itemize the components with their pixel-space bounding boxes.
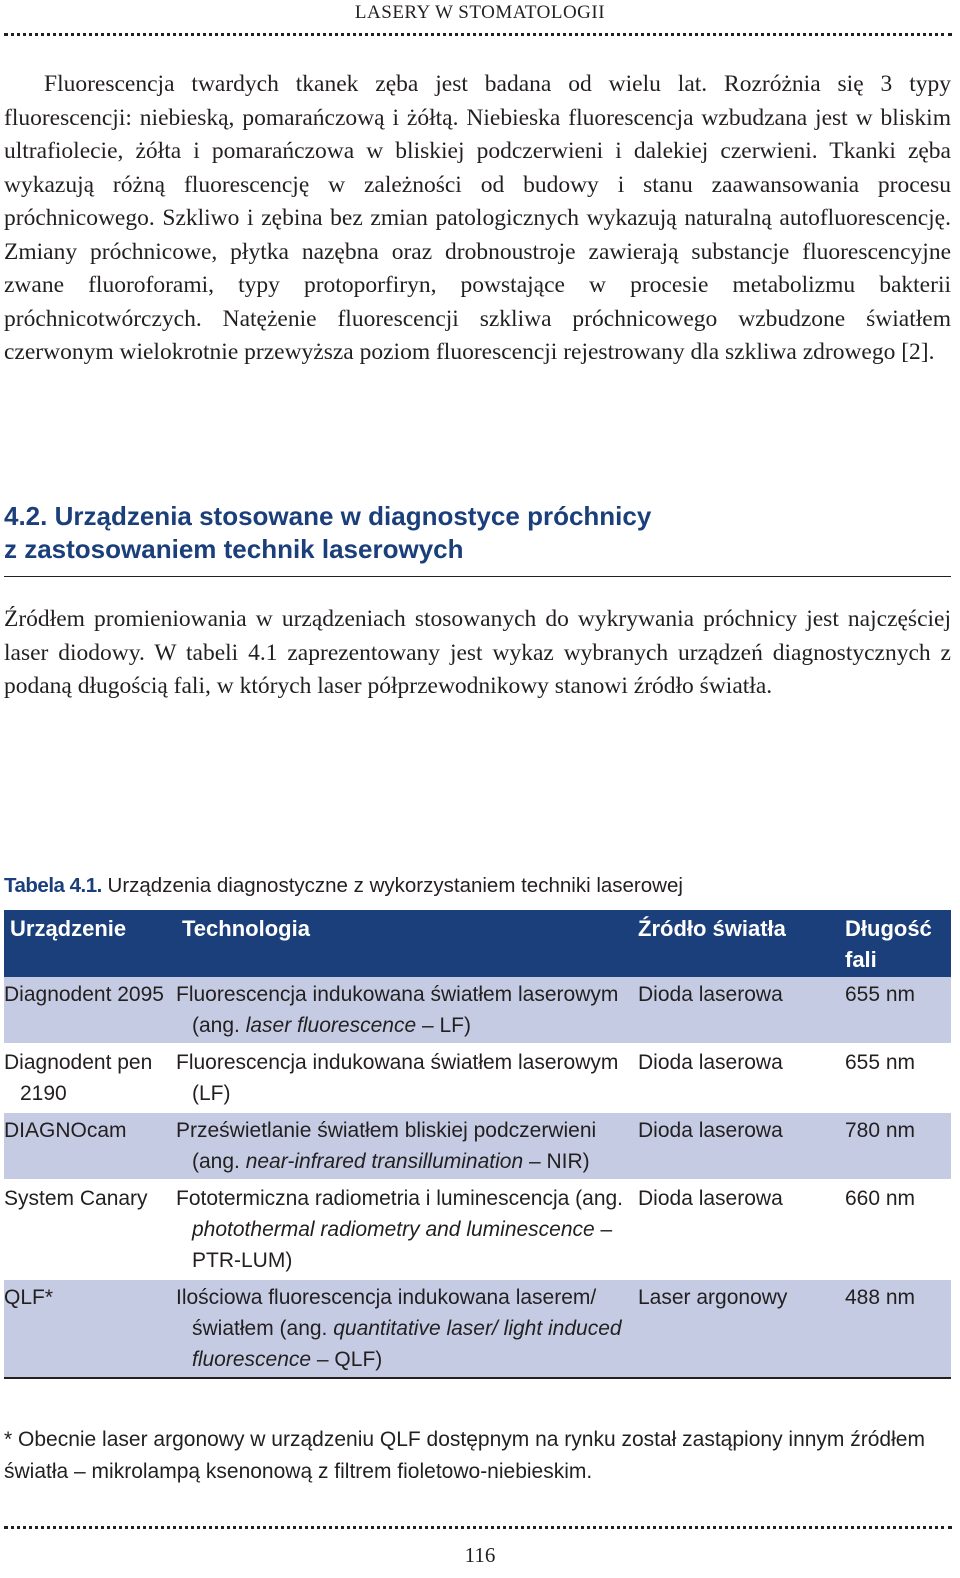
header-source: Źródło światła [632,910,839,977]
cell-technology [176,977,632,1044]
cell-wavelength: 488 nm [839,1279,951,1378]
cell-device [4,1112,176,1180]
device-name: Diagnodent 2095 [4,983,164,1006]
cell-device [4,977,176,1044]
table-caption [4,872,951,900]
cell-source: Dioda laserowa [632,1112,839,1180]
cell-device [4,1180,176,1279]
technology-post: – NIR) [523,1150,590,1173]
technology-pre: Ilościowa fluorescencja indukowana laserem/światłem (ang. [176,1286,597,1340]
technology-text [176,1286,622,1371]
technology-text [176,1119,596,1173]
section-title-line1: Urządzenia stosowane w diagnostyce próchnicy [54,501,652,531]
technology-english: quantitative laser/ light induced fluorescence [192,1317,622,1371]
table-caption-label: Tabela 4.1. [4,874,102,897]
technology-english: near-infrared transillumination [245,1150,524,1173]
cell-wavelength: 780 nm [839,1112,951,1180]
cell-technology [176,1112,632,1180]
cell-technology [176,1180,632,1279]
cell-source: Dioda laserowa [632,977,839,1044]
table-row [4,1112,951,1180]
technology-post: – LF) [416,1014,471,1037]
section-number: 4.2. [4,501,48,531]
footer-dotted-rule [4,1526,952,1529]
table-footnote: * Obecnie laser argonowy w urządzeniu QLF dostępnym na rynku został zastąpiony innym źródłem światła – mikrolampą ksenonową z filtrem fioletowo-niebieskim. [4,1428,925,1483]
technology-english: photothermal radiometry and luminescence [192,1218,595,1241]
device-name: QLF* [4,1286,54,1309]
technology-english: laser fluorescence [245,1014,417,1037]
devices-table [4,910,951,1379]
cell-technology [176,1279,632,1378]
table-row [4,1279,951,1378]
section-title-line2: z zastosowaniem technik laserowych [4,534,464,564]
table-header-row [4,910,951,977]
header-device: Urządzenie [4,910,176,977]
technology-pre: Fluorescencja indukowana światłem laserowym (LF) [176,1051,619,1105]
technology-text [176,1187,623,1272]
section-heading [4,500,951,566]
section-rule [4,576,951,577]
technology-pre: Fluorescencja indukowana światłem laserowym (ang. [176,983,619,1037]
device-name: Diagnodent pen 2190 [4,1051,153,1105]
header-technology: Technologia [176,910,632,977]
table-caption-text: Urządzenia diagnostyczne z wykorzystaniem techniki laserowej [107,874,683,897]
device-name: DIAGNOcam [4,1119,127,1142]
cell-technology [176,1044,632,1112]
table-row [4,1180,951,1279]
header-wavelength: Długość fali [839,910,951,977]
technology-post: – PTR-LUM) [192,1218,613,1272]
technology-text [176,983,618,1037]
technology-post: – QLF) [311,1348,383,1371]
technology-text [176,1051,618,1105]
technology-pre: Prześwietlanie światłem bliskiej podczerwieni (ang. [176,1119,597,1173]
device-name: System Canary [4,1187,148,1210]
running-header: LASERY W STOMATOLOGII [354,2,606,23]
cell-wavelength: 655 nm [839,1044,951,1112]
cell-device [4,1279,176,1378]
page-number: 116 [464,1543,496,1567]
cell-source: Dioda laserowa [632,1180,839,1279]
table-row [4,977,951,1044]
section-paragraph: Źródłem promieniowania w urządzeniach stosowanych do wykrywania próchnicy jest najczęściej laser diodowy. W tabeli 4.1 zaprezentowany jest wykaz wybranych urządzeń diagnostycznych z podaną długością fali, w których laser półprzewodnikowy stanowi źródło światła. [4,606,951,699]
cell-device [4,1044,176,1112]
cell-source: Laser argonowy [632,1279,839,1378]
cell-source: Dioda laserowa [632,1044,839,1112]
table-row [4,1044,951,1112]
header-dotted-rule [4,33,952,36]
technology-pre: Fototermiczna radiometria i luminescencja (ang. [176,1187,624,1210]
intro-paragraph: Fluorescencja twardych tkanek zęba jest badana od wielu lat. Rozróżnia się 3 typy fluorescencji: niebieską, pomarańczową i żółtą. Niebieska fluorescencja wzbudzana jest w bliskim ultrafiolecie, żółta i pomarańczowa w bliskiej podczerwieni i dalekiej czerwieni. Tkanki zęba wykazują różną fluorescencję w zależności od budowy i stanu zaawansowania procesu próchnicowego. Szkliwo i zębina bez zmian patologicznych wykazują naturalną autofluorescencję. Zmiany próchnicowe, płytka nazębna oraz drobnoustroje zawierają substancje fluorescencyjne zwane fluoroforami, typy protoporfiryn, powstające w procesie metabolizmu bakterii próchnicotwórczych. Natężenie fluorescencji szkliwa próchnicowego wzbudzone światłem czerwonym wielokrotnie przewyższa poziom fluorescencji rejestrowany dla szkliwa zdrowego [2]. [4,71,951,365]
cell-wavelength: 655 nm [839,977,951,1044]
cell-wavelength: 660 nm [839,1180,951,1279]
